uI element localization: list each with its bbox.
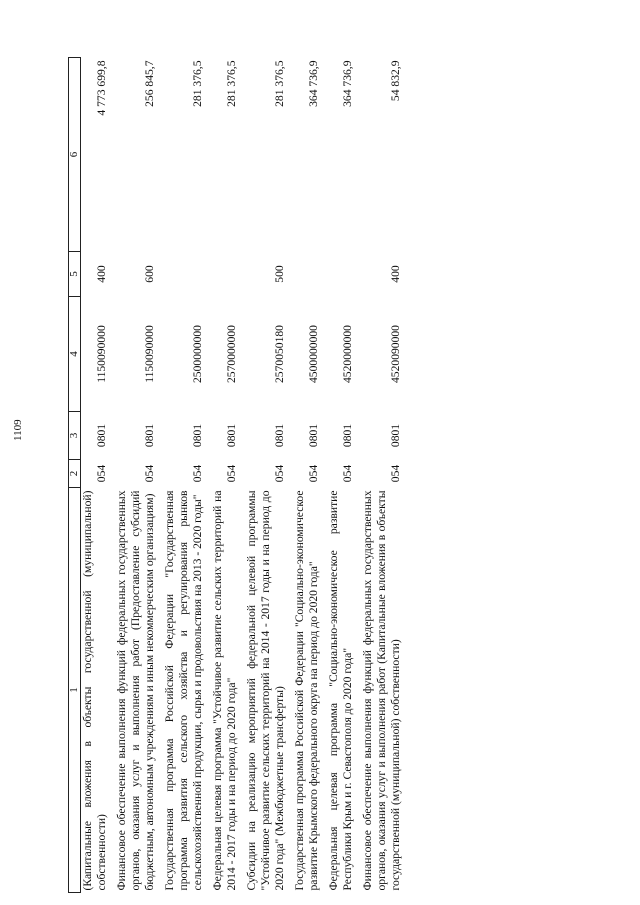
table-row (115, 58, 163, 893)
table-row (327, 58, 361, 893)
row-section-code: 0801 (341, 423, 354, 448)
row-section-code: 0801 (191, 423, 204, 448)
row-expense-type (163, 252, 211, 297)
row-section-code: 0801 (273, 423, 286, 448)
row-target-article: 2570000000 (225, 325, 238, 383)
row-ministry-code: 054 (143, 464, 156, 483)
row-name: Федеральная целевая программа "Устойчивое развитие сельских территорий на 2014 - 2017 годы и на период до 2020 года" (211, 490, 238, 891)
header-col-2: 2 (69, 460, 81, 488)
row-name: Государственная программа Российской Федерации "Государственная программа развития сельского хозяйства и регулирования рынков сельскохозяйственной продукции, сырья и продовольствия на 2013 - 2020 годы" (163, 490, 204, 891)
row-ministry-code: 054 (273, 464, 286, 483)
rotated-table-container (68, 58, 588, 893)
row-section-code: 0801 (143, 423, 156, 448)
row-target-article: 4520000000 (341, 325, 354, 383)
row-target-article: 2500000000 (191, 325, 204, 383)
header-col-6: 6 (69, 58, 81, 252)
row-section-code: 0801 (389, 423, 402, 448)
row-name: Финансовое обеспечение выполнения функций федеральных государственных органов, оказания услуг и выполнения работ (Предоставление субсидий бюджетным, автономным учреждениям и иным некоммерческим организациям) (115, 490, 156, 891)
row-ministry-code: 054 (191, 464, 204, 483)
row-name: Финансовое обеспечение выполнения функций федеральных государственных органов, оказания услуг и выполнения работ (Капитальные вложения в объекты государственной (муниципальной) собственности) (361, 490, 402, 891)
row-name: Федеральная целевая программа "Социально-экономическое развитие Республики Крым и г. Севастополя до 2020 года" (327, 490, 354, 891)
row-name: Субсидии на реализацию мероприятий федеральной целевой программы "Устойчивое развитие сельских территорий на 2014 - 2017 годы и на период до 2020 года" (Межбюджетные трансферты) (245, 490, 286, 891)
row-target-article: 4520090000 (389, 325, 402, 383)
row-amount: 281 376,5 (225, 60, 238, 107)
table-row (211, 58, 245, 893)
row-expense-type (327, 252, 361, 297)
row-amount: 4 773 699,8 (95, 60, 108, 116)
row-section-code: 0801 (225, 423, 238, 448)
row-amount: 54 832,9 (389, 60, 402, 102)
row-expense-type: 500 (273, 265, 286, 283)
table-row (361, 58, 409, 893)
row-expense-type (293, 252, 327, 297)
row-ministry-code: 054 (95, 464, 108, 483)
row-expense-type (211, 252, 245, 297)
table-row (81, 58, 116, 893)
row-ministry-code: 054 (341, 464, 354, 483)
row-section-code: 0801 (307, 423, 320, 448)
row-expense-type: 600 (143, 265, 156, 283)
row-name: Государственная программа Российской Федерации "Социально-экономическое развитие Крымского федерального округа на период до 2020 года" (293, 490, 320, 891)
row-amount: 281 376,5 (273, 60, 286, 107)
header-col-5: 5 (69, 252, 81, 297)
header-col-1: 1 (69, 488, 81, 893)
page-number: 1109 (12, 419, 24, 441)
row-target-article: 1150090000 (95, 325, 108, 383)
table-row (163, 58, 211, 893)
row-expense-type: 400 (95, 265, 108, 283)
header-row (69, 58, 81, 893)
row-ministry-code: 054 (225, 464, 238, 483)
row-ministry-code: 054 (389, 464, 402, 483)
row-amount: 364 736,9 (307, 60, 320, 107)
row-expense-type: 400 (389, 265, 402, 283)
row-name: (Капитальные вложения в объекты государственной (муниципальной) собственности) (81, 490, 108, 891)
header-col-3: 3 (69, 412, 81, 460)
row-amount: 281 376,5 (191, 60, 204, 107)
row-ministry-code: 054 (307, 464, 320, 483)
row-target-article: 1150090000 (143, 325, 156, 383)
row-target-article: 4500000000 (307, 325, 320, 383)
table-row (293, 58, 327, 893)
budget-table (68, 57, 409, 893)
table-row (245, 58, 293, 893)
header-col-4: 4 (69, 297, 81, 412)
row-amount: 256 845,7 (143, 60, 156, 107)
row-target-article: 2570050180 (273, 325, 286, 383)
row-amount: 364 736,9 (341, 60, 354, 107)
row-section-code: 0801 (95, 423, 108, 448)
